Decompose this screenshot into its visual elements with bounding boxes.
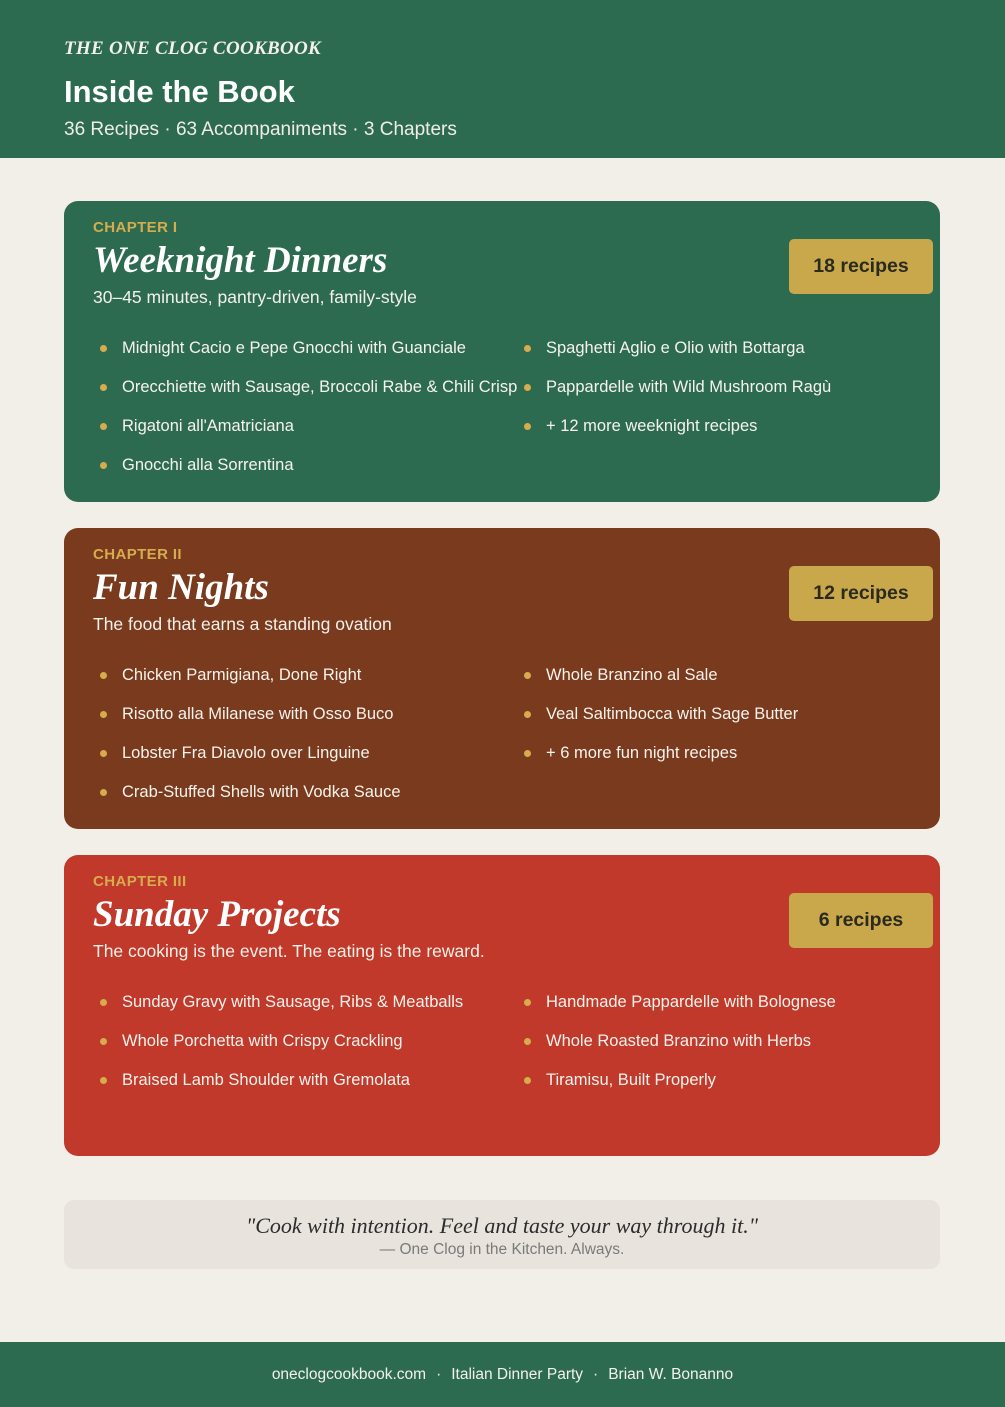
chapter-label: CHAPTER I xyxy=(93,219,178,236)
recipe-item: Braised Lamb Shoulder with Gremolata xyxy=(100,1070,410,1090)
footer-author: Brian W. Bonanno xyxy=(608,1365,734,1383)
recipe-item: + 6 more fun night recipes xyxy=(524,743,737,763)
recipe-count-badge: 6 recipes xyxy=(789,893,933,948)
chapter-title: Sunday Projects xyxy=(93,894,341,935)
recipe-item: Pappardelle with Wild Mushroom Ragù xyxy=(524,377,831,397)
page-title: Inside the Book xyxy=(64,74,295,109)
chapter-title: Weeknight Dinners xyxy=(93,240,388,281)
chapter-description: 30–45 minutes, pantry-driven, family-style xyxy=(93,286,417,307)
recipe-item: Whole Porchetta with Crispy Crackling xyxy=(100,1031,403,1051)
chapter-title: Fun Nights xyxy=(93,567,269,608)
quote-text: "Cook with intention. Feel and taste your way through it." xyxy=(245,1213,758,1238)
chapter-card-sunday-projects xyxy=(64,855,940,1156)
brand-name: THE ONE CLOG COOKBOOK xyxy=(64,38,322,59)
recipe-item: Whole Roasted Branzino with Herbs xyxy=(524,1031,811,1051)
recipe-item: Orecchiette with Sausage, Broccoli Rabe & Chili Crisp xyxy=(100,377,517,397)
recipe-item: Sunday Gravy with Sausage, Ribs & Meatballs xyxy=(100,992,463,1012)
quote-author: — One Clog in the Kitchen. Always. xyxy=(379,1241,625,1258)
recipe-item: Chicken Parmigiana, Done Right xyxy=(100,665,361,685)
recipe-item: + 12 more weeknight recipes xyxy=(524,416,757,436)
recipe-item: Handmade Pappardelle with Bolognese xyxy=(524,992,836,1012)
recipe-item: Risotto alla Milanese with Osso Buco xyxy=(100,704,393,724)
recipe-item: Midnight Cacio e Pepe Gnocchi with Guanciale xyxy=(100,338,466,358)
recipe-item: Tiramisu, Built Properly xyxy=(524,1070,716,1090)
footer-separator: · xyxy=(436,1365,442,1383)
recipe-item: Crab-Stuffed Shells with Vodka Sauce xyxy=(100,782,401,802)
chapter-label: CHAPTER III xyxy=(93,873,187,890)
recipe-count-badge: 12 recipes xyxy=(789,566,933,621)
recipe-item: Lobster Fra Diavolo over Linguine xyxy=(100,743,370,763)
recipe-list xyxy=(100,338,940,498)
chapter-card-weeknight-dinners xyxy=(64,201,940,502)
recipe-item: Gnocchi alla Sorrentina xyxy=(100,455,294,475)
page-footer xyxy=(0,1342,1005,1407)
footer-separator: · xyxy=(593,1365,599,1383)
recipe-item: Rigatoni all'Amatriciana xyxy=(100,416,294,436)
recipe-list xyxy=(100,992,940,1152)
recipe-count-badge: 18 recipes xyxy=(789,239,933,294)
recipe-item: Whole Branzino al Sale xyxy=(524,665,718,685)
recipe-item: Veal Saltimbocca with Sage Butter xyxy=(524,704,798,724)
page-header xyxy=(0,0,1005,158)
chapter-description: The food that earns a standing ovation xyxy=(93,613,392,634)
recipe-list xyxy=(100,665,940,825)
quote-box xyxy=(64,1200,940,1269)
recipe-item: Spaghetti Aglio e Olio with Bottarga xyxy=(524,338,805,358)
chapter-label: CHAPTER II xyxy=(93,546,183,563)
footer-website: oneclogcookbook.com xyxy=(271,1365,427,1383)
chapter-description: The cooking is the event. The eating is the reward. xyxy=(93,940,485,961)
page-subtitle: 36 Recipes · 63 Accompaniments · 3 Chapters xyxy=(64,119,457,140)
footer-collection: Italian Dinner Party xyxy=(451,1365,584,1383)
chapter-card-fun-nights xyxy=(64,528,940,829)
